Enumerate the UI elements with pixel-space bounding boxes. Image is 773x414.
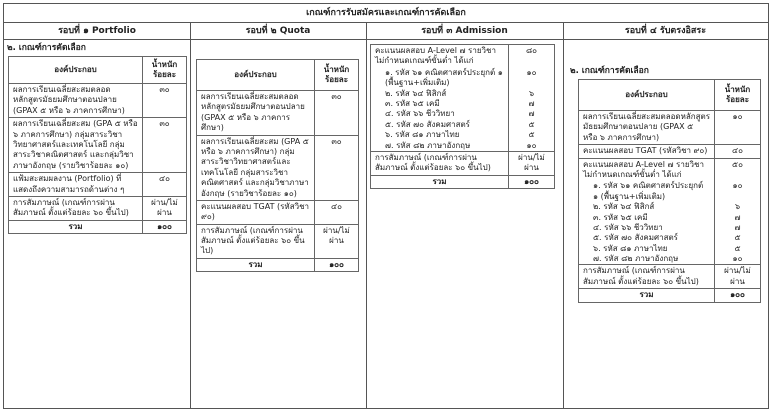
subject-text: ๑. รหัส ๖๑ คณิตศาสตร์ประยุกต์ ๑ (พื้นฐาน+เพิ่มเติม): [579, 181, 715, 202]
table-row: [371, 151, 555, 175]
direct-criteria-table: [578, 79, 761, 303]
criterion-weight: ๑๐: [715, 111, 761, 145]
criterion-text: คะแนนผลสอบ TGAT (รหัสวิชา ๙๐): [197, 200, 315, 224]
criterion-weight: ๔๐: [315, 200, 359, 224]
component-header: องค์ประกอบ: [579, 80, 715, 111]
round-2-header: รอบที่ ๒ Quota: [190, 23, 366, 40]
table-row: [197, 224, 359, 258]
round-3-header: รอบที่ ๓ Admission: [366, 23, 563, 40]
subject-text: ๒. รหัส ๖๔ ฟิสิกส์: [371, 89, 509, 99]
page-title: เกณฑ์การรับสมัครและเกณฑ์การคัดเลือก: [4, 4, 768, 23]
criterion-weight: ๘๐: [509, 45, 555, 68]
subject-text: ๗. รหัส ๘๒ ภาษาอังกฤษ: [579, 254, 715, 265]
column-divider: [190, 23, 191, 408]
total-value: ๑๐๐: [315, 258, 359, 271]
subject-weight: ๑๐: [715, 254, 761, 265]
criterion-weight: ๓๐: [143, 118, 187, 173]
total-value: ๑๐๐: [143, 220, 187, 233]
criterion-text: คะแนนผลสอบ A-Level ๗ รายวิชา ไม่กำหนดเกณฑ์ขั้นต่ำ ได้แก่: [579, 158, 715, 181]
criterion-weight: ๔๐: [715, 145, 761, 158]
criterion-text: แฟ้มสะสมผลงาน (Portfolio) ที่แสดงถึงความสามารถด้านต่าง ๆ: [9, 173, 143, 197]
round-1-header: รอบที่ ๑ Portfolio: [4, 23, 190, 40]
table-header-row: [9, 57, 187, 84]
criterion-weight: ๓๐: [315, 135, 359, 200]
total-row: [371, 175, 555, 188]
subject-weight: ๕: [509, 130, 555, 140]
weight-header: น้ำหนักร้อยละ: [315, 60, 359, 91]
subject-text: ๓. รหัส ๖๕ เคมี: [579, 213, 715, 223]
total-value: ๑๐๐: [715, 289, 761, 302]
subject-weight: ๖: [715, 202, 761, 212]
table-row: [9, 173, 187, 197]
total-label: รวม: [9, 220, 143, 233]
total-label: รวม: [197, 258, 315, 271]
criterion-text: คะแนนผลสอบ A-Level ๗ รายวิชา ไม่กำหนดเกณฑ์ขั้นต่ำ ได้แก่: [371, 45, 509, 68]
criterion-text: ผลการเรียนเฉลี่ยสะสมตลอดหลักสูตรมัธยมศึกษาตอนปลาย (GPAX ๕ หรือ ๖ ภาคการศึกษา): [197, 91, 315, 136]
subject-weight: ๕: [715, 233, 761, 243]
criterion-weight: ผ่าน/ไม่ผ่าน: [715, 265, 761, 289]
subject-weight: ๗: [509, 109, 555, 119]
quota-criteria-table: [196, 59, 359, 272]
subject-weight: ๑๐: [509, 141, 555, 152]
subject-text: ๕. รหัส ๗๐ สังคมศาสตร์: [579, 233, 715, 243]
criterion-text: ผลการเรียนเฉลี่ยสะสมตลอดหลักสูตรมัธยมศึกษาตอนปลาย (GPAX ๕ หรือ ๖ ภาคการศึกษา): [579, 111, 715, 145]
criterion-weight: ๓๐: [315, 91, 359, 136]
table-row: [579, 265, 761, 289]
subject-row: [371, 109, 555, 119]
subject-row: [579, 254, 761, 265]
criterion-text: ผลการเรียนเฉลี่ยสะสมตลอดหลักสูตรมัธยมศึกษาตอนปลาย (GPAX ๕ หรือ ๖ ภาคการศึกษา): [9, 84, 143, 118]
component-header: องค์ประกอบ: [9, 57, 143, 84]
table-row: [197, 135, 359, 200]
criterion-text: คะแนนผลสอบ TGAT (รหัสวิชา ๙๐): [579, 145, 715, 158]
table-row: [197, 200, 359, 224]
round-4-header: รอบที่ ๔ รับตรงอิสระ: [563, 23, 768, 40]
subject-text: ๓. รหัส ๖๕ เคมี: [371, 99, 509, 109]
criterion-text: การสัมภาษณ์ (เกณฑ์การผ่านสัมภาษณ์ ตั้งแต่ร้อยละ ๖๐ ขึ้นไป): [371, 151, 509, 175]
table-row: [9, 84, 187, 118]
component-header: องค์ประกอบ: [197, 60, 315, 91]
subject-text: ๖. รหัส ๘๑ ภาษาไทย: [579, 244, 715, 254]
direct-criteria-heading: ๒. เกณฑ์การคัดเลือก: [570, 66, 649, 76]
weight-header: น้ำหนักร้อยละ: [143, 57, 187, 84]
criterion-text: การสัมภาษณ์ (เกณฑ์การผ่านสัมภาษณ์ ตั้งแต่ร้อยละ ๖๐ ขึ้นไป): [197, 224, 315, 258]
table-header-row: [579, 80, 761, 111]
table-row: [9, 196, 187, 220]
subject-weight: ๑๐: [509, 68, 555, 89]
weight-header: น้ำหนักร้อยละ: [715, 80, 761, 111]
subject-text: ๒. รหัส ๖๔ ฟิสิกส์: [579, 202, 715, 212]
total-label: รวม: [371, 175, 509, 188]
criterion-weight: ๓๐: [143, 84, 187, 118]
portfolio-criteria-heading: ๒. เกณฑ์การคัดเลือก: [7, 43, 86, 53]
subject-weight: ๗: [509, 99, 555, 109]
subject-text: ๑. รหัส ๖๑ คณิตศาสตร์ประยุกต์ ๑ (พื้นฐาน+เพิ่มเติม): [371, 68, 509, 89]
criterion-weight: ผ่าน/ไม่ผ่าน: [509, 151, 555, 175]
subject-row: [579, 223, 761, 233]
table-row: [579, 158, 761, 181]
subject-row: [371, 99, 555, 109]
subject-row: [579, 213, 761, 223]
portfolio-criteria-table: [8, 56, 187, 234]
subject-row: [371, 68, 555, 89]
column-divider: [366, 23, 367, 408]
subject-row: [579, 244, 761, 254]
criterion-text: ผลการเรียนเฉลี่ยสะสม (GPA ๕ หรือ ๖ ภาคการศึกษา) กลุ่มสาระวิชาวิทยาศาสตร์และเทคโนโลยี กลุ่มสาระวิชาคณิตศาสตร์ และกลุ่มวิชาภาษาอังกฤษ (รายวิชาร้อยละ ๑๐): [197, 135, 315, 200]
table-row: [371, 45, 555, 68]
subject-text: ๔. รหัส ๖๖ ชีววิทยา: [579, 223, 715, 233]
subject-text: ๗. รหัส ๘๒ ภาษาอังกฤษ: [371, 141, 509, 152]
criterion-weight: ผ่าน/ไม่ผ่าน: [315, 224, 359, 258]
subject-weight: ๑๐: [715, 181, 761, 202]
criteria-frame: [3, 3, 769, 409]
subject-weight: ๗: [715, 213, 761, 223]
criterion-weight: ๕๐: [715, 158, 761, 181]
subject-text: ๕. รหัส ๗๐ สังคมศาสตร์: [371, 120, 509, 130]
subject-weight: ๕: [509, 120, 555, 130]
total-row: [579, 289, 761, 302]
subject-row: [371, 89, 555, 99]
column-divider: [563, 23, 564, 408]
subject-weight: ๖: [509, 89, 555, 99]
subject-text: ๖. รหัส ๘๑ ภาษาไทย: [371, 130, 509, 140]
criterion-weight: ผ่าน/ไม่ผ่าน: [143, 196, 187, 220]
table-row: [9, 118, 187, 173]
table-row: [197, 91, 359, 136]
subject-row: [371, 130, 555, 140]
table-row: [579, 145, 761, 158]
subject-row: [579, 202, 761, 212]
criterion-text: การสัมภาษณ์ (เกณฑ์การผ่านสัมภาษณ์ ตั้งแต่ร้อยละ ๖๐ ขึ้นไป): [9, 196, 143, 220]
subject-row: [371, 141, 555, 152]
subject-row: [579, 233, 761, 243]
admission-criteria-table: [370, 44, 555, 189]
criterion-text: การสัมภาษณ์ (เกณฑ์การผ่านสัมภาษณ์ ตั้งแต่ร้อยละ ๖๐ ขึ้นไป): [579, 265, 715, 289]
subject-weight: ๗: [715, 223, 761, 233]
total-value: ๑๐๐: [509, 175, 555, 188]
table-row: [579, 111, 761, 145]
total-row: [9, 220, 187, 233]
subject-row: [579, 181, 761, 202]
subject-weight: ๕: [715, 244, 761, 254]
criterion-weight: ๔๐: [143, 173, 187, 197]
table-header-row: [197, 60, 359, 91]
subject-text: ๔. รหัส ๖๖ ชีววิทยา: [371, 109, 509, 119]
total-label: รวม: [579, 289, 715, 302]
criterion-text: ผลการเรียนเฉลี่ยสะสม (GPA ๕ หรือ ๖ ภาคการศึกษา) กลุ่มสาระวิชาวิทยาศาสตร์และเทคโนโลยี กลุ่มสาระวิชาคณิตศาสตร์ และกลุ่มวิชาภาษาอังกฤษ (รายวิชาร้อยละ ๑๐): [9, 118, 143, 173]
total-row: [197, 258, 359, 271]
subject-row: [371, 120, 555, 130]
